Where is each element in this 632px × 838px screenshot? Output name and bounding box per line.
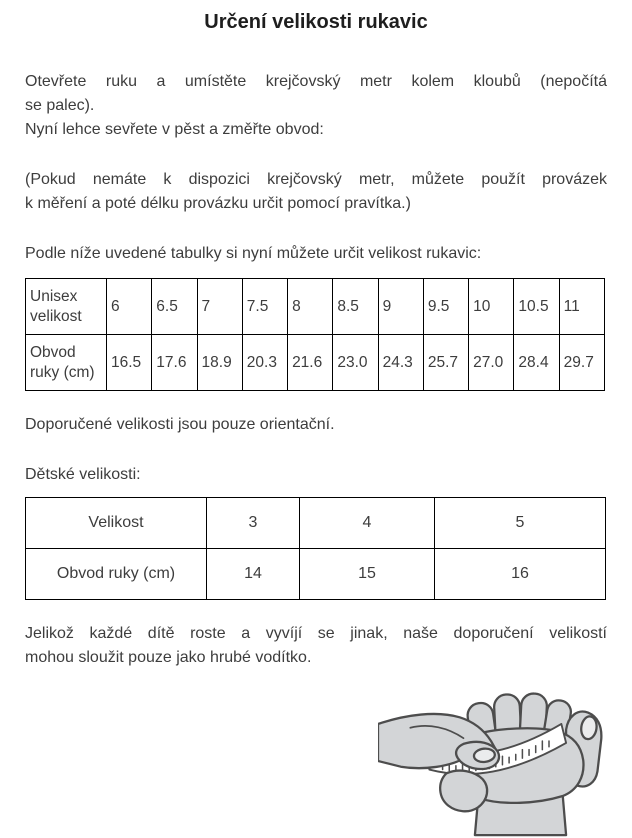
- circumference-cell: 23.0: [333, 335, 378, 391]
- size-cell: 9: [378, 279, 423, 335]
- size-cell: 8: [288, 279, 333, 335]
- size-cell: 3: [207, 498, 300, 549]
- text-line: se palec).: [25, 97, 95, 114]
- hands-measuring-tape-illustration: [378, 684, 606, 838]
- circumference-cell: 20.3: [242, 335, 287, 391]
- size-cell: 6.5: [152, 279, 197, 335]
- unisex-size-table: [25, 278, 605, 391]
- size-cell: 6: [107, 279, 152, 335]
- paragraph-kids-heading: [25, 463, 607, 487]
- size-cell: 8.5: [333, 279, 378, 335]
- table-row-hand-circumference: [26, 335, 605, 391]
- text-line: k měření a poté délku provázku určit pomocí pravítka.): [25, 195, 411, 212]
- kids-size-table: [25, 497, 606, 600]
- paragraph-table-intro: [25, 242, 607, 266]
- size-cell: 4: [300, 498, 435, 549]
- text-line: (Pokud nemáte k dispozici krejčovský metr, můžete použít provázek: [25, 171, 607, 188]
- circumference-cell: 25.7: [423, 335, 468, 391]
- paragraph-no-tape-note: [25, 168, 607, 216]
- size-cell: 7.5: [242, 279, 287, 335]
- table-row-kids-size: [26, 498, 606, 549]
- circumference-cell: 17.6: [152, 335, 197, 391]
- illustration-container: [25, 684, 607, 838]
- paragraph-measuring-instructions: [25, 70, 607, 142]
- size-cell: 11: [559, 279, 604, 335]
- circumference-cell: 28.4: [514, 335, 559, 391]
- table-row-kids-circumference: [26, 549, 606, 600]
- row-header-cell: Obvod ruky (cm): [26, 549, 207, 600]
- text-line: mohou sloužit pouze jako hrubé vodítko.: [25, 649, 312, 666]
- size-cell: 5: [435, 498, 606, 549]
- row-header-cell: Velikost: [26, 498, 207, 549]
- circumference-cell: 24.3: [378, 335, 423, 391]
- circumference-cell: 16.5: [107, 335, 152, 391]
- text-line: Otevřete ruku a umístěte krejčovský metr kolem kloubů (nepočítá: [25, 73, 607, 90]
- row-header-cell: Unisex velikost: [26, 279, 107, 335]
- circumference-cell: 21.6: [288, 335, 333, 391]
- circumference-cell: 29.7: [559, 335, 604, 391]
- size-guide-page: [0, 8, 632, 838]
- paragraph-disclaimer: [25, 413, 607, 437]
- row-header-cell: Obvod ruky (cm): [26, 335, 107, 391]
- circumference-cell: 15: [300, 549, 435, 600]
- left-hand-curled-finger: [440, 771, 487, 812]
- circumference-cell: 16: [435, 549, 606, 600]
- circumference-cell: 27.0: [469, 335, 514, 391]
- paragraph-kids-note: [25, 622, 607, 670]
- circumference-cell: 14: [207, 549, 300, 600]
- table-row-unisex-size: [26, 279, 605, 335]
- size-cell: 9.5: [423, 279, 468, 335]
- page-title: Určení velikosti rukavic: [204, 11, 428, 33]
- circumference-cell: 18.9: [197, 335, 242, 391]
- text-line: Nyní lehce sevřete v pěst a změřte obvod:: [25, 121, 324, 138]
- size-cell: 10.5: [514, 279, 559, 335]
- size-cell: 10: [469, 279, 514, 335]
- text-line: Jelikož každé dítě roste a vyvíjí se jinak, naše doporučení velikostí: [25, 625, 607, 642]
- text-line: Dětské velikosti:: [25, 466, 141, 483]
- text-line: Podle níže uvedené tabulky si nyní můžete určit velikost rukavic:: [25, 245, 482, 262]
- size-cell: 7: [197, 279, 242, 335]
- text-line: Doporučené velikosti jsou pouze orientační.: [25, 416, 335, 433]
